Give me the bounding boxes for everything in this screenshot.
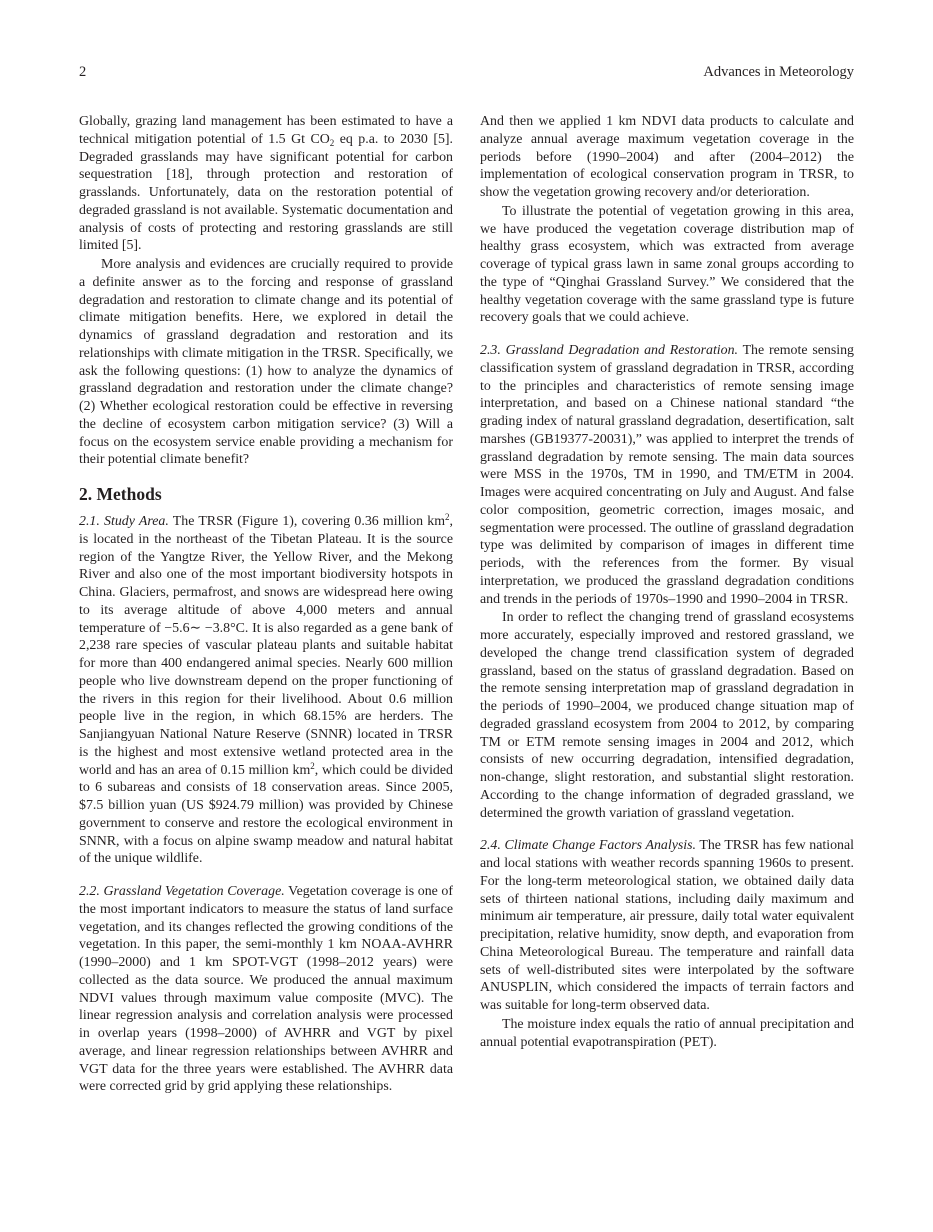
climate-factors-paragraph: 2.4. Climate Change Factors Analysis. The TRSR has few national and local stations with weather records spanning 1960s to present. For the long-term meteorological station, we obtained daily data sets of thirteen national stations, including daily maximum and minimum air temperature, air pressure, daily total water equivalent precipitation, relative humidity, snow depth, and evaporation from China Meteorological Bureau. The temperature and rainfall data sets of well-distributed sites were interpolated by the software ANUSPLIN, which considered the impacts of terrain factors and was suitable for long-term observed data. bbox=[480, 838, 854, 1013]
subsection-title: 2.4. Climate Change Factors Analysis. bbox=[480, 838, 696, 854]
vegetation-paragraph-cont: And then we applied 1 km NDVI data products to calculate and analyze annual average maximum vegetation coverage in the periods before (1990–2004) and after (2004–2012) the implementation of ecological conservation program in TRSR, to show the vegetation growing recovery and/or deterioration. bbox=[480, 114, 854, 200]
intro-paragraph-2: More analysis and evidences are crucially required to provide a definite answer as to the forcing and response of grassland degradation and restoration to climate change and its potential of climate mitigation benefits. Here, we explored in detail the dynamics of grassland degradation and restoration and its relationships with climate mitigation in the TRSR. Specifically, we ask the following questions: (1) how to analyze the dynamics of grassland degradation and restoration under the climate change? (2) Whether ecological restoration could be effective in reversing the decline of ecosystem carbon mitigation service? (3) Will a focus on the ecosystem service enable providing a mechanism for their potential climate benefit? bbox=[79, 257, 453, 468]
healthy-grass-paragraph: To illustrate the potential of vegetation growing in this area, we have produced the vegetation coverage distribution map of healthy grass ecosystem, which was extracted from average coverage of typical grass lawn in same zonal groups according to the type of “Qinghai Grassland Survey.” We considered that the healthy vegetation coverage with the same grassland type is future recovery goals that we could achieve. bbox=[480, 203, 854, 326]
subsection-title: 2.2. Grassland Vegetation Coverage. bbox=[79, 884, 285, 899]
vegetation-coverage-paragraph: 2.2. Grassland Vegetation Coverage. Vegetation coverage is one of the most important indicators to measure the status of land surface vegetation, and its changes reflected the growing conditions of the vegetation. In this paper, the semi-monthly 1 km NOAA-AVHRR (1990–2000) and 1 km SPOT-VGT (1998–2012 years) were collected as the data source. We produced the annual maximum NDVI values through maximum value composite (MVC). The linear regression analysis and correlation analysis were processed in overlap years (1998–2000) of AVHRR and VGT by pixel average, and linear regression relationships between AVHRR and VGT data for the three years were established. The AVHRR data were corrected grid by grid applying these relationships. bbox=[79, 884, 453, 1095]
subsection-title: 2.3. Grassland Degradation and Restoration. bbox=[480, 343, 739, 358]
left-column bbox=[79, 113, 453, 1096]
page-number: 2 bbox=[79, 64, 87, 80]
subsection-title: 2.1. Study Area. bbox=[79, 514, 169, 529]
degradation-paragraph: 2.3. Grassland Degradation and Restoration. The remote sensing classification system of grassland degradation in TRSR, according to the principles and characteristics of remote sensing image interpretation, and based on a Chinese national standard “the grading index of natural grassland degradation, desertification, salt marshes (GB19377-20031),” was applied to interpret the trends of grassland degradation by remote sensing. The main data sources were MSS in the 1970s, TM in 1990, and TM/ETM in 2004. Images were acquired concentrating on July and August. And false color composition, geometric correction, images mosaic, and segmentation were processed. The outline of grassland degradation type was delimited by comparison of images in different time periods, with the references from the former. By visual interpretation, we produced the grassland degradation conditions and trends in the periods of 1970s–1990 and 1990–2004 in TRSR. bbox=[480, 343, 854, 607]
page-header bbox=[79, 64, 854, 84]
trend-paragraph: In order to reflect the changing trend of grassland ecosystems more accurately, especially improved and restored grassland, we developed the change trend classification system of degraded grassland, based on the status of grassland degradation. Based on the remote sensing interpretation map of grassland degradation in the periods of 1990–2004, we produced change situation map of degraded grassland ecosystem from 2004 to 2012, by comparing TM or ETM remote sensing images in 2004 and 2012, which consists of new occurring degradation, intensified degradation, non-change, slight restoration, and substantial slight restoration. According to the change information of degraded grassland, we determined the growth variation of grassland vegetation. bbox=[480, 610, 854, 821]
journal-title: Advances in Meteorology bbox=[703, 64, 854, 80]
study-area-paragraph: 2.1. Study Area. The TRSR (Figure 1), covering 0.36 million $km^2$, is located in the northeast of the Tibetan Plateau. It is the source region of the Yangtze River, the Yellow River, and the Mekong River and also one of the most important biodiversity hotspots in China. Glaciers, permafrost, and snows are widespread here owing to its average altitude of above 4,000 meters and annual temperature of −5.6∼ −3.8°C. It is also regarded as a gene bank of 2,238 rare species of vascular plateau plants and suitable habitat for more than 400 endangered animal species. Nearly 600 million people who live downstream depend on the proper functioning of the rivers in this region for their livelihood. About 0.6 million people live in the region, in which 68.15% are herders. The Sanjiangyuan National Nature Reserve (SNNR) located in TRSR is the highest and most extensive wetland protected area in the world and has an area of 0.15 million $km^2$, which could be divided to 6 subareas and consists of 18 conservation areas. Since 2005, $7.5 billion yuan (US $924.79 million) was provided by Chinese government to conserve and restore the ecological environment in SNNR, with a focus on alpine swamp meadow and natural habitat of the unique wildlife. bbox=[79, 512, 453, 867]
section-heading-methods: 2. Methods bbox=[79, 484, 162, 504]
right-column bbox=[480, 113, 854, 1051]
moisture-index-paragraph: The moisture index equals the ratio of annual precipitation and annual potential evapotranspiration (PET). bbox=[480, 1016, 854, 1050]
intro-paragraph-1: Globally, grazing land management has been estimated to have a technical mitigation potential of 1.5 Gt $CO_2$ eq p.a. to 2030 [5]. Degraded grasslands may have significant potential for carbon sequestration [18], through protection and restoration of grasslands. Unfortunately, data on the restoration potential of degraded grassland is not available. Systematic documentation and analysis of costs of protecting and restoring grasslands are still limited [5]. bbox=[79, 114, 453, 254]
